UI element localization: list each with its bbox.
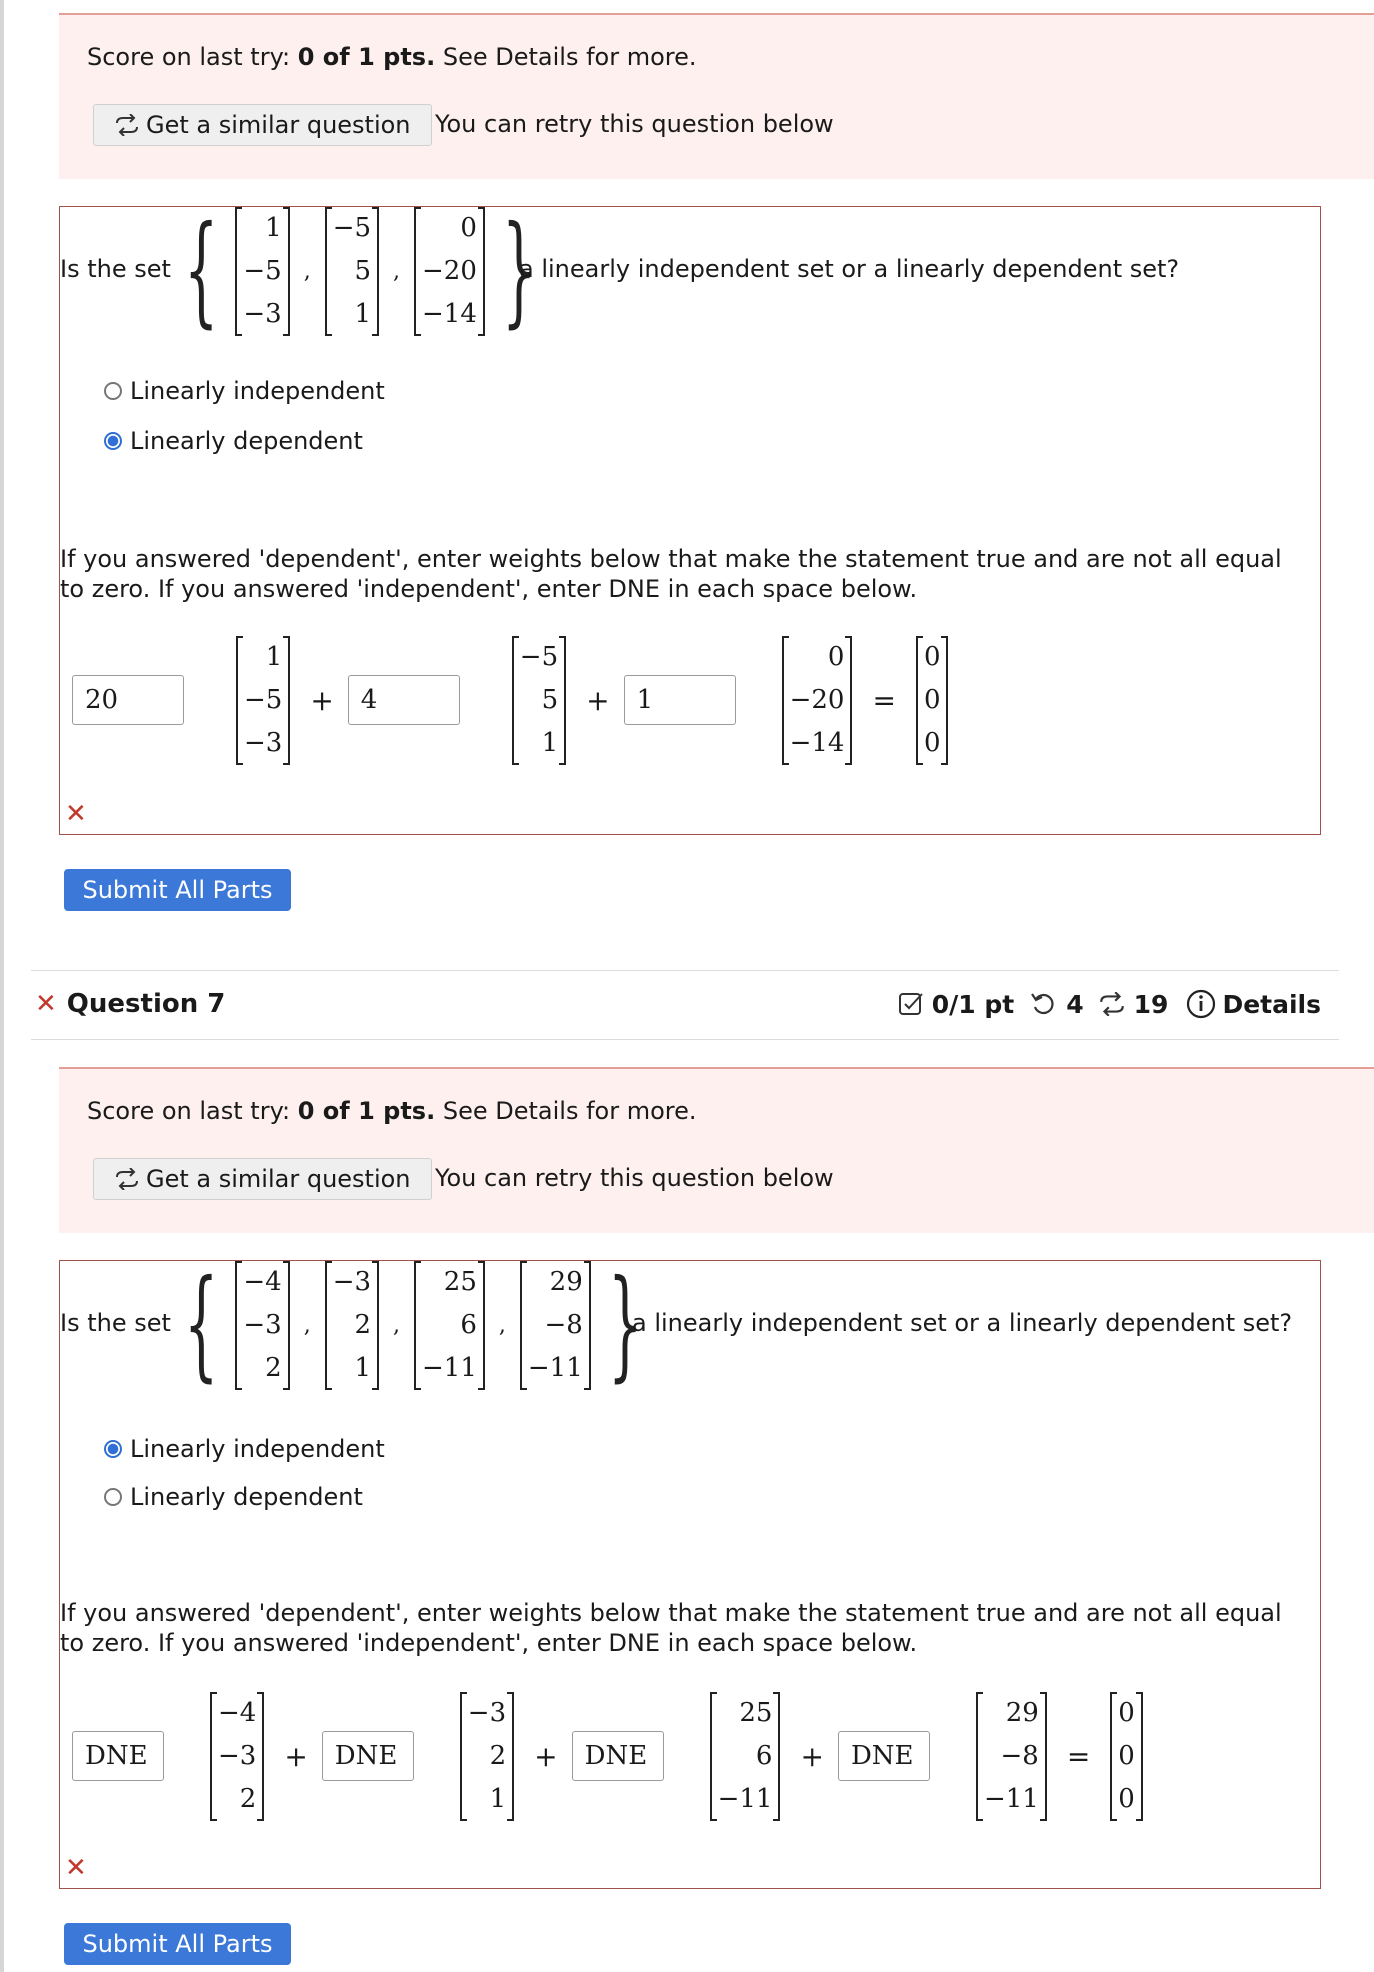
set-vector-1: −4 −3 2 xyxy=(235,1261,289,1390)
option-linearly-dependent[interactable]: Linearly dependent xyxy=(104,1483,363,1511)
checkbox-icon xyxy=(898,991,924,1017)
left-brace: { xyxy=(183,1255,219,1394)
get-similar-question-button[interactable] xyxy=(93,104,432,146)
score-suffix: See Details for more. xyxy=(442,1097,697,1125)
similar-question-label: Get a similar question xyxy=(146,111,411,139)
equals-sign: = xyxy=(872,683,896,717)
combo-vector-2: −5 5 1 xyxy=(512,636,566,765)
set-vector-4: 29 −8 −11 xyxy=(520,1261,591,1390)
plus-sign: + xyxy=(534,1739,558,1773)
info-icon xyxy=(1186,989,1216,1019)
score-value: 0 of 1 pts. xyxy=(297,43,436,71)
question-box-q6 xyxy=(59,201,1321,835)
score-suffix: See Details for more. xyxy=(442,43,697,71)
combo-vector-3: 0 −20 −14 xyxy=(782,636,853,765)
score-prefix: Score on last try: xyxy=(87,1097,291,1125)
set-vector-1: 1 −5 −3 xyxy=(235,207,289,336)
incorrect-icon: ✕ xyxy=(35,989,57,1019)
score-value: 0 of 1 pts. xyxy=(297,1097,436,1125)
points-text: 0/1 pt xyxy=(931,989,1015,1019)
option-linearly-independent[interactable]: Linearly independent xyxy=(104,377,385,405)
weight-input-3[interactable] xyxy=(572,1731,664,1781)
weight-input-3[interactable] xyxy=(624,675,736,725)
score-line xyxy=(87,43,697,71)
prompt-start: Is the set xyxy=(60,1309,171,1337)
left-scrollbar-edge xyxy=(0,0,4,1972)
prompt-start: Is the set xyxy=(60,255,171,283)
incorrect-icon: ✕ xyxy=(65,1853,87,1883)
submit-all-parts-button[interactable]: Submit All Parts xyxy=(64,1923,291,1965)
score-prefix: Score on last try: xyxy=(87,43,291,71)
refresh-arrows-icon xyxy=(114,114,140,136)
combo-vector-4: 29 −8 −11 xyxy=(976,1692,1047,1821)
similar-question-label: Get a similar question xyxy=(146,1165,411,1193)
combo-vector-3: 25 6 −11 xyxy=(710,1692,781,1821)
instruction-text: If you answered 'dependent', enter weights below that make the statement true and are not all equal to zero. If you answered 'independent', enter DNE in each space below. xyxy=(60,545,1282,603)
left-brace: { xyxy=(183,201,219,340)
set-vector-3: 0 −20 −14 xyxy=(414,207,485,336)
prompt-end: a linearly independent set or a linearly dependent set? xyxy=(632,1309,1293,1337)
radio-button[interactable] xyxy=(104,382,122,400)
equals-sign: = xyxy=(1066,1739,1091,1773)
question-box-q7 xyxy=(59,1255,1321,1889)
option-linearly-dependent[interactable]: Linearly dependent xyxy=(104,427,363,455)
set-vector-2: −3 2 1 xyxy=(325,1261,379,1390)
plus-sign: + xyxy=(800,1739,824,1773)
linear-combination-equation xyxy=(72,635,954,765)
option-linearly-independent[interactable]: Linearly independent xyxy=(104,1435,385,1463)
radio-button-selected[interactable] xyxy=(104,1440,122,1458)
zero-vector: 0 0 0 xyxy=(916,636,949,765)
question-meta xyxy=(898,989,1321,1019)
right-brace: } xyxy=(501,201,537,340)
score-line xyxy=(87,1097,697,1125)
combo-vector-1: 1 −5 −3 xyxy=(236,636,290,765)
instruction-text: If you answered 'dependent', enter weights below that make the statement true and are not all equal to zero. If you answered 'independent', enter DNE in each space below. xyxy=(60,1599,1282,1657)
retry-arrow-icon xyxy=(1030,990,1058,1018)
weight-input-1[interactable] xyxy=(72,1731,164,1781)
weight-input-1[interactable] xyxy=(72,675,184,725)
vector-set: { −4 −3 2 , −3 2 1 , 25 6 −11 , 29 −8 −11 } xyxy=(183,1255,643,1394)
vector-set: { 1 −5 −3 , −5 5 1 , 0 −20 −14 } xyxy=(183,201,537,340)
get-similar-question-button[interactable] xyxy=(93,1158,432,1200)
combo-vector-1: −4 −3 2 xyxy=(210,1692,264,1821)
similar-count: 19 xyxy=(1133,989,1169,1019)
right-brace: } xyxy=(607,1255,643,1394)
prompt-end: a linearly independent set or a linearly dependent set? xyxy=(519,255,1180,283)
set-vector-3: 25 6 −11 xyxy=(414,1261,485,1390)
linear-combination-equation xyxy=(72,1691,1149,1821)
plus-sign: + xyxy=(586,683,610,717)
attempts-count: 4 xyxy=(1066,989,1084,1019)
weight-input-2[interactable] xyxy=(348,675,460,725)
plus-sign: + xyxy=(284,1739,308,1773)
refresh-arrows-icon xyxy=(114,1168,140,1190)
set-vector-2: −5 5 1 xyxy=(325,207,379,336)
question-header xyxy=(31,970,1339,1040)
retry-text: You can retry this question below xyxy=(435,1164,834,1192)
combo-vector-2: −3 2 1 xyxy=(460,1692,514,1821)
weight-input-2[interactable] xyxy=(322,1731,414,1781)
zero-vector: 0 0 0 xyxy=(1110,1692,1143,1821)
score-banner-q7 xyxy=(59,1067,1374,1233)
radio-button-selected[interactable] xyxy=(104,432,122,450)
question-title: ✕ Question 7 xyxy=(35,989,226,1019)
weight-input-4[interactable] xyxy=(838,1731,930,1781)
details-link[interactable]: Details xyxy=(1186,989,1321,1019)
retry-text: You can retry this question below xyxy=(435,110,834,138)
submit-all-parts-button[interactable]: Submit All Parts xyxy=(64,869,291,911)
radio-button[interactable] xyxy=(104,1488,122,1506)
refresh-arrows-icon xyxy=(1098,992,1126,1016)
score-banner-q6 xyxy=(59,13,1374,179)
plus-sign: + xyxy=(310,683,334,717)
incorrect-icon: ✕ xyxy=(65,799,87,829)
